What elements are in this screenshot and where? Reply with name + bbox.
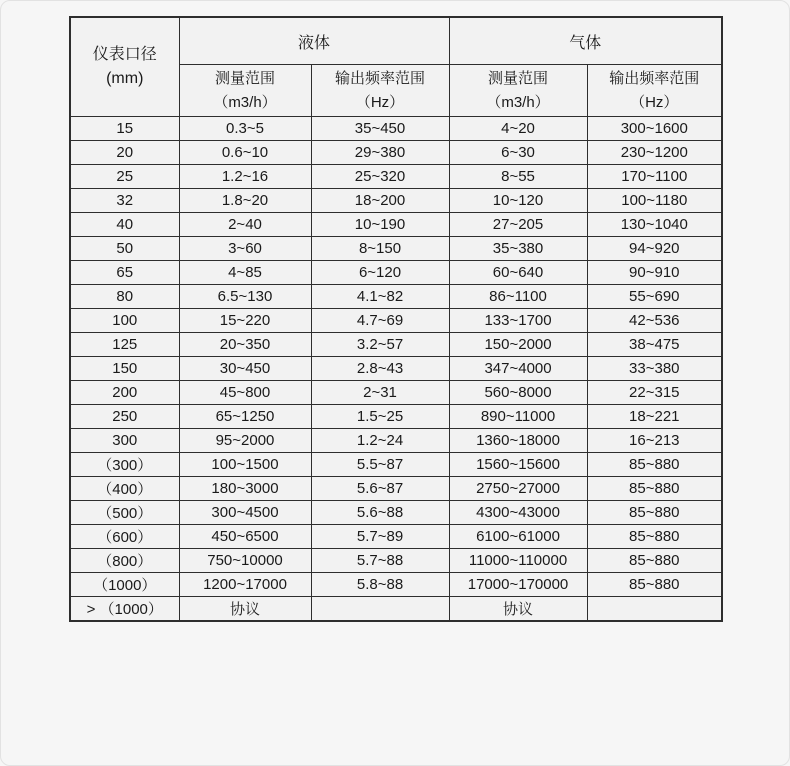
table-row [70, 453, 722, 477]
header-gas: 气体 [449, 17, 722, 65]
cell-diameter: 300 [70, 429, 179, 453]
cell-liquid-measure-range: 2~40 [179, 213, 311, 237]
cell-liquid-measure-range: 95~2000 [179, 429, 311, 453]
cell-gas-frequency-range: 94~920 [587, 237, 722, 261]
cell-diameter: （800） [70, 549, 179, 573]
table-row [70, 213, 722, 237]
cell-diameter: 125 [70, 333, 179, 357]
cell-liquid-frequency-range: 3.2~57 [311, 333, 449, 357]
table-row [70, 525, 722, 549]
cell-gas-measure-range: 1360~18000 [449, 429, 587, 453]
cell-diameter: 32 [70, 189, 179, 213]
header-liquid: 液体 [179, 17, 449, 65]
header-liquid-frequency-range-label: 输出频率范围 [335, 69, 426, 87]
cell-liquid-measure-range: 1.2~16 [179, 165, 311, 189]
header-liquid-frequency-range-unit: （Hz） [355, 93, 405, 111]
cell-gas-measure-range: 150~2000 [449, 333, 587, 357]
cell-gas-measure-range: 60~640 [449, 261, 587, 285]
cell-diameter: 20 [70, 141, 179, 165]
table-row [70, 549, 722, 573]
cell-liquid-frequency-range: 10~190 [311, 213, 449, 237]
cell-diameter: 200 [70, 381, 179, 405]
cell-liquid-measure-range: 1200~17000 [179, 573, 311, 597]
cell-liquid-frequency-range: 25~320 [311, 165, 449, 189]
cell-gas-frequency-range: 85~880 [587, 477, 722, 501]
cell-diameter: （1000） [70, 573, 179, 597]
cell-diameter: 50 [70, 237, 179, 261]
cell-gas-frequency-range: 85~880 [587, 573, 722, 597]
table-row [70, 261, 722, 285]
cell-gas-frequency-range: 85~880 [587, 453, 722, 477]
header-diameter-label: 仪表口径 [92, 46, 157, 63]
cell-gas-measure-range: 6100~61000 [449, 525, 587, 549]
cell-liquid-measure-range: 65~1250 [179, 405, 311, 429]
cell-diameter: （500） [70, 501, 179, 525]
cell-liquid-frequency-range: 35~450 [311, 117, 449, 141]
cell-liquid-frequency-range: 2.8~43 [311, 357, 449, 381]
cell-liquid-frequency-range: 2~31 [311, 381, 449, 405]
cell-liquid-frequency-range: 6~120 [311, 261, 449, 285]
cell-gas-frequency-range: 230~1200 [587, 141, 722, 165]
cell-gas-frequency-range: 85~880 [587, 525, 722, 549]
cell-gas-frequency-range [587, 597, 722, 622]
header-gas-measure-range-label: 测量范围 [488, 69, 549, 87]
cell-liquid-frequency-range: 4.1~82 [311, 285, 449, 309]
cell-gas-frequency-range: 90~910 [587, 261, 722, 285]
cell-gas-measure-range: 2750~27000 [449, 477, 587, 501]
cell-gas-frequency-range: 170~1100 [587, 165, 722, 189]
cell-diameter: （400） [70, 477, 179, 501]
cell-liquid-frequency-range: 8~150 [311, 237, 449, 261]
cell-gas-frequency-range: 33~380 [587, 357, 722, 381]
cell-diameter: 65 [70, 261, 179, 285]
cell-gas-measure-range: 4300~43000 [449, 501, 587, 525]
cell-liquid-frequency-range: 1.5~25 [311, 405, 449, 429]
cell-liquid-frequency-range: 4.7~69 [311, 309, 449, 333]
cell-gas-measure-range: 17000~170000 [449, 573, 587, 597]
cell-gas-frequency-range: 300~1600 [587, 117, 722, 141]
cell-liquid-measure-range: 300~4500 [179, 501, 311, 525]
table-row [70, 237, 722, 261]
cell-liquid-measure-range: 20~350 [179, 333, 311, 357]
header-gas-measure-range-unit: （m3/h） [486, 93, 550, 111]
cell-liquid-frequency-range: 5.7~89 [311, 525, 449, 549]
cell-gas-measure-range: 8~55 [449, 165, 587, 189]
cell-gas-frequency-range: 16~213 [587, 429, 722, 453]
cell-liquid-frequency-range: 5.7~88 [311, 549, 449, 573]
cell-gas-frequency-range: 85~880 [587, 549, 722, 573]
cell-liquid-measure-range: 450~6500 [179, 525, 311, 549]
cell-liquid-frequency-range: 5.5~87 [311, 453, 449, 477]
cell-liquid-frequency-range: 5.8~88 [311, 573, 449, 597]
table-body [70, 117, 722, 622]
cell-liquid-measure-range: 6.5~130 [179, 285, 311, 309]
header-liquid-frequency-range [311, 65, 449, 117]
table-row [70, 309, 722, 333]
table-row [70, 381, 722, 405]
table-row [70, 357, 722, 381]
flowmeter-spec-table [69, 16, 723, 622]
cell-liquid-measure-range: 180~3000 [179, 477, 311, 501]
cell-liquid-measure-range: 4~85 [179, 261, 311, 285]
cell-diameter: 15 [70, 117, 179, 141]
table-row [70, 573, 722, 597]
cell-liquid-measure-range: 100~1500 [179, 453, 311, 477]
cell-diameter: 25 [70, 165, 179, 189]
cell-gas-frequency-range: 100~1180 [587, 189, 722, 213]
cell-diameter: 40 [70, 213, 179, 237]
header-liquid-measure-range [179, 65, 311, 117]
table-row [70, 405, 722, 429]
table-row [70, 141, 722, 165]
cell-liquid-frequency-range: 5.6~87 [311, 477, 449, 501]
table-row [70, 117, 722, 141]
cell-gas-measure-range: 11000~110000 [449, 549, 587, 573]
cell-gas-measure-range: 10~120 [449, 189, 587, 213]
cell-diameter: 150 [70, 357, 179, 381]
cell-liquid-frequency-range: 1.2~24 [311, 429, 449, 453]
table-row [70, 189, 722, 213]
table-row [70, 285, 722, 309]
table-row [70, 501, 722, 525]
cell-gas-measure-range: 133~1700 [449, 309, 587, 333]
table-header [70, 17, 722, 117]
cell-gas-frequency-range: 55~690 [587, 285, 722, 309]
cell-gas-measure-range: 347~4000 [449, 357, 587, 381]
cell-gas-frequency-range: 18~221 [587, 405, 722, 429]
cell-liquid-measure-range: 0.3~5 [179, 117, 311, 141]
cell-liquid-measure-range: 3~60 [179, 237, 311, 261]
cell-diameter: 80 [70, 285, 179, 309]
cell-gas-measure-range: 86~1100 [449, 285, 587, 309]
table-row [70, 165, 722, 189]
cell-diameter: （300） [70, 453, 179, 477]
cell-liquid-frequency-range: 5.6~88 [311, 501, 449, 525]
cell-diameter: （600） [70, 525, 179, 549]
cell-liquid-frequency-range [311, 597, 449, 622]
cell-liquid-measure-range: 750~10000 [179, 549, 311, 573]
cell-liquid-measure-range: 30~450 [179, 357, 311, 381]
cell-gas-measure-range: 890~11000 [449, 405, 587, 429]
cell-gas-frequency-range: 42~536 [587, 309, 722, 333]
table-row [70, 477, 722, 501]
table-row [70, 597, 722, 622]
cell-diameter: 250 [70, 405, 179, 429]
table-row [70, 429, 722, 453]
cell-gas-frequency-range: 22~315 [587, 381, 722, 405]
cell-gas-measure-range: 1560~15600 [449, 453, 587, 477]
cell-liquid-measure-range: 15~220 [179, 309, 311, 333]
cell-gas-frequency-range: 38~475 [587, 333, 722, 357]
cell-liquid-frequency-range: 18~200 [311, 189, 449, 213]
header-diameter-unit: (mm) [106, 70, 144, 87]
cell-gas-frequency-range: 85~880 [587, 501, 722, 525]
header-diameter [70, 17, 179, 117]
cell-gas-measure-range: 4~20 [449, 117, 587, 141]
header-liquid-measure-range-unit: （m3/h） [213, 93, 277, 111]
header-liquid-measure-range-label: 测量范围 [214, 69, 275, 87]
table-row [70, 333, 722, 357]
cell-liquid-measure-range: 1.8~20 [179, 189, 311, 213]
cell-diameter: 100 [70, 309, 179, 333]
cell-gas-measure-range: 27~205 [449, 213, 587, 237]
header-gas-frequency-range-unit: （Hz） [630, 93, 679, 111]
cell-gas-measure-range: 560~8000 [449, 381, 587, 405]
cell-gas-measure-range: 35~380 [449, 237, 587, 261]
cell-diameter: > （1000） [70, 597, 179, 622]
header-gas-frequency-range [587, 65, 722, 117]
cell-liquid-frequency-range: 29~380 [311, 141, 449, 165]
cell-liquid-measure-range: 0.6~10 [179, 141, 311, 165]
cell-gas-measure-range: 协议 [449, 597, 587, 622]
cell-gas-frequency-range: 130~1040 [587, 213, 722, 237]
cell-gas-measure-range: 6~30 [449, 141, 587, 165]
cell-liquid-measure-range: 协议 [179, 597, 311, 622]
cell-liquid-measure-range: 45~800 [179, 381, 311, 405]
header-gas-frequency-range-label: 输出频率范围 [609, 69, 700, 87]
header-gas-measure-range [449, 65, 587, 117]
